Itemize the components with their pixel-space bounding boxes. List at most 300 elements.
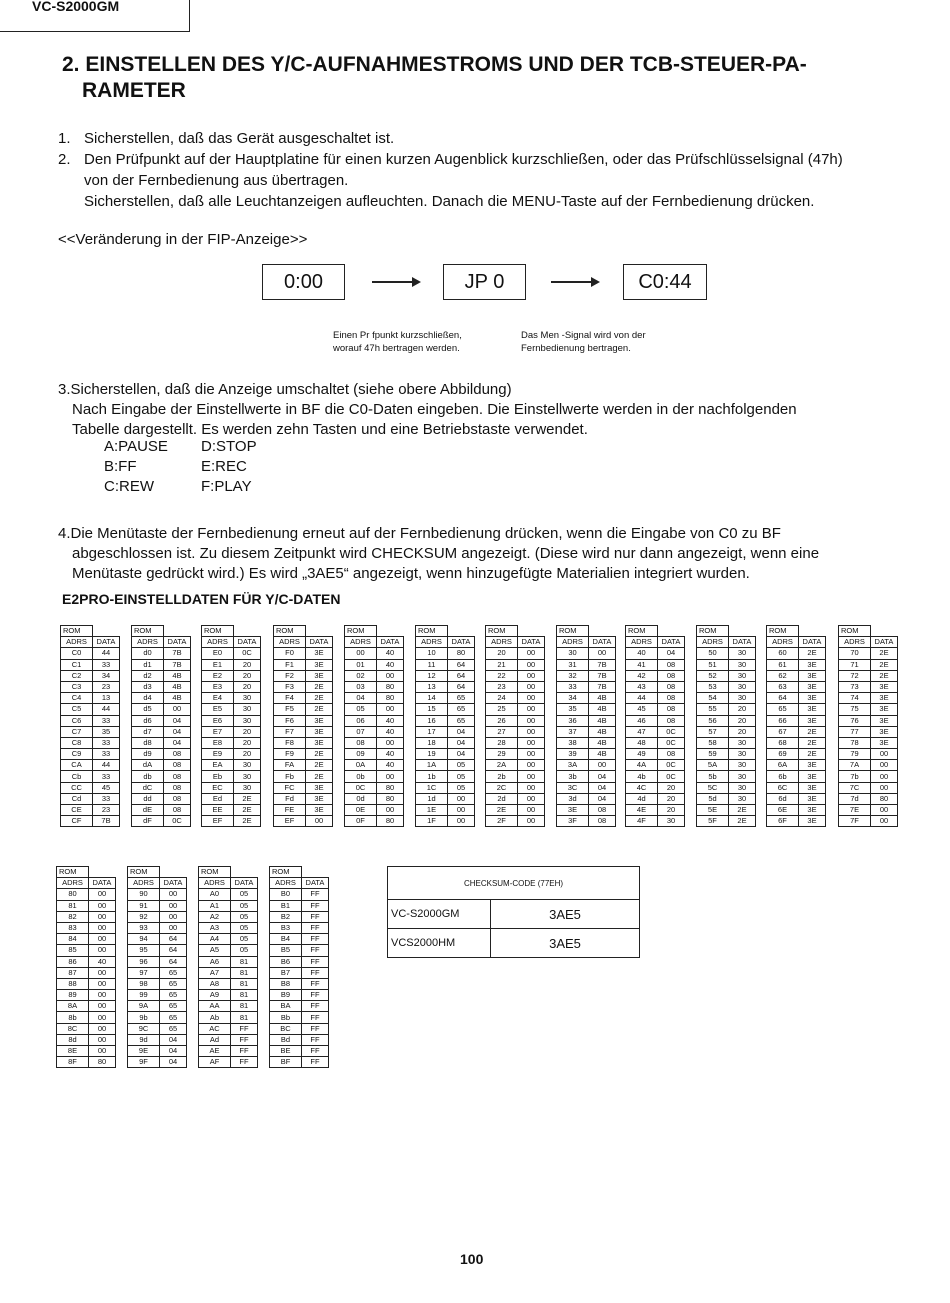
adrs-cell: E4: [202, 693, 234, 704]
adrs-cell: C1: [61, 659, 93, 670]
table-row: [697, 771, 756, 782]
table-row: [626, 793, 685, 804]
adrs-cell: 6E: [767, 805, 799, 816]
table-row: [202, 737, 261, 748]
adrs-cell: 2C: [486, 782, 518, 793]
adrs-header: ADRS: [57, 878, 89, 889]
adrs-cell: B9: [270, 990, 302, 1001]
table-row: [61, 704, 120, 715]
adrs-cell: 89: [57, 990, 89, 1001]
data-header: DATA: [729, 637, 756, 648]
adrs-header: ADRS: [697, 637, 729, 648]
adrs-cell: A2: [199, 911, 231, 922]
adrs-cell: 5A: [697, 760, 729, 771]
table-row: [697, 805, 756, 816]
table-row: [61, 793, 120, 804]
data-cell: 30: [729, 693, 756, 704]
adrs-cell: C3: [61, 681, 93, 692]
adrs-cell: A1: [199, 900, 231, 911]
rom-header-spacer: [231, 867, 258, 878]
adrs-cell: Bd: [270, 1034, 302, 1045]
data-cell: 35: [93, 726, 120, 737]
data-cell: 04: [658, 648, 685, 659]
step-text-cont: von der Fernbedienung aus übertragen.: [84, 172, 349, 189]
data-cell: 0C: [658, 771, 685, 782]
data-cell: 00: [89, 990, 116, 1001]
rom-data-table: [625, 625, 685, 827]
table-row: [697, 793, 756, 804]
table-row: [61, 670, 120, 681]
table-row: [128, 1046, 187, 1057]
table-row: [199, 911, 258, 922]
table-row: [839, 749, 898, 760]
rom-data-table: [696, 625, 756, 827]
data-cell: 33: [93, 737, 120, 748]
data-header: DATA: [589, 637, 616, 648]
table-row: [557, 693, 616, 704]
fip-note-line: worauf 47h bertragen werden.: [333, 343, 460, 354]
table-row: [270, 1001, 329, 1012]
table-row: [132, 816, 191, 827]
rom-data-table: [56, 866, 116, 1068]
adrs-cell: B6: [270, 956, 302, 967]
adrs-cell: 9F: [128, 1057, 160, 1068]
table-row: [345, 715, 404, 726]
adrs-cell: C5: [61, 704, 93, 715]
adrs-cell: d2: [132, 670, 164, 681]
adrs-cell: Fd: [274, 793, 306, 804]
table-row: [132, 704, 191, 715]
data-cell: 00: [160, 889, 187, 900]
table-row: [61, 659, 120, 670]
rom-header-label: ROM: [199, 867, 231, 878]
table-row: [767, 681, 826, 692]
data-cell: 3E: [799, 805, 826, 816]
adrs-cell: 94: [128, 934, 160, 945]
data-cell: 00: [518, 816, 545, 827]
adrs-cell: 6d: [767, 793, 799, 804]
data-cell: 4B: [164, 670, 191, 681]
adrs-cell: 05: [345, 704, 377, 715]
data-cell: FF: [302, 900, 329, 911]
data-cell: 05: [231, 900, 258, 911]
data-cell: 2E: [306, 704, 333, 715]
rom-header-label: ROM: [697, 626, 729, 637]
adrs-cell: 92: [128, 911, 160, 922]
adrs-cell: 38: [557, 737, 589, 748]
data-cell: 3E: [306, 737, 333, 748]
data-cell: 30: [729, 771, 756, 782]
adrs-cell: 74: [839, 693, 871, 704]
data-header: DATA: [518, 637, 545, 648]
rom-header-spacer: [871, 626, 898, 637]
table-row: [202, 659, 261, 670]
rom-header-label: ROM: [274, 626, 306, 637]
data-cell: 05: [231, 934, 258, 945]
table-row: [416, 782, 475, 793]
adrs-cell: 7d: [839, 793, 871, 804]
table-row: [57, 956, 116, 967]
data-cell: 40: [377, 648, 404, 659]
table-row: [270, 911, 329, 922]
table-row: [61, 737, 120, 748]
table-row: [486, 704, 545, 715]
data-cell: 44: [93, 704, 120, 715]
adrs-cell: 59: [697, 749, 729, 760]
data-cell: 80: [377, 681, 404, 692]
data-cell: 30: [729, 737, 756, 748]
data-cell: 2E: [234, 805, 261, 816]
table-row: [202, 782, 261, 793]
adrs-cell: 46: [626, 715, 658, 726]
table-row: [626, 816, 685, 827]
data-cell: 30: [729, 760, 756, 771]
data-cell: 80: [377, 693, 404, 704]
data-cell: 64: [160, 945, 187, 956]
adrs-cell: F4: [274, 693, 306, 704]
table-row: [202, 805, 261, 816]
table-row: [416, 648, 475, 659]
data-cell: 08: [589, 816, 616, 827]
adrs-cell: 76: [839, 715, 871, 726]
steps-list: [58, 128, 918, 212]
table-row: [767, 726, 826, 737]
table-row: [416, 659, 475, 670]
data-cell: 23: [93, 681, 120, 692]
data-cell: 80: [377, 782, 404, 793]
table-row: [486, 715, 545, 726]
table-row: [345, 659, 404, 670]
adrs-cell: 90: [128, 889, 160, 900]
data-cell: 33: [93, 659, 120, 670]
adrs-cell: db: [132, 771, 164, 782]
checksum-model: VCS2000HM: [388, 929, 491, 958]
table-row: [767, 704, 826, 715]
adrs-cell: 8d: [57, 1034, 89, 1045]
adrs-cell: FE: [274, 805, 306, 816]
table-row: [345, 749, 404, 760]
table-row: [61, 805, 120, 816]
data-cell: 00: [377, 737, 404, 748]
data-cell: 30: [729, 681, 756, 692]
adrs-cell: 7C: [839, 782, 871, 793]
rom-header-spacer: [302, 867, 329, 878]
data-cell: 00: [448, 816, 475, 827]
rom-header-label: ROM: [839, 626, 871, 637]
fip-note-line: Das Men -Signal wird von der: [521, 330, 646, 341]
adrs-cell: C8: [61, 737, 93, 748]
table-row: [767, 760, 826, 771]
data-header: DATA: [234, 637, 261, 648]
table-row: [697, 782, 756, 793]
data-cell: 00: [518, 670, 545, 681]
data-cell: 33: [93, 715, 120, 726]
table-row: [274, 793, 333, 804]
key-legend-row: [104, 437, 257, 457]
data-cell: 81: [231, 990, 258, 1001]
data-cell: 2E: [234, 816, 261, 827]
data-cell: 30: [234, 771, 261, 782]
table-row: [132, 726, 191, 737]
data-cell: FF: [302, 967, 329, 978]
table-row: [767, 782, 826, 793]
adrs-cell: 6b: [767, 771, 799, 782]
table-row: [626, 681, 685, 692]
table-row: [274, 737, 333, 748]
adrs-cell: 02: [345, 670, 377, 681]
e2pro-section-title: E2PRO-EINSTELLDATEN FÜR Y/C-DATEN: [62, 591, 341, 607]
adrs-cell: BA: [270, 1001, 302, 1012]
data-cell: 7B: [589, 659, 616, 670]
adrs-cell: A7: [199, 967, 231, 978]
adrs-cell: 97: [128, 967, 160, 978]
adrs-cell: 26: [486, 715, 518, 726]
table-row: [57, 1046, 116, 1057]
adrs-cell: F7: [274, 726, 306, 737]
adrs-cell: 43: [626, 681, 658, 692]
table-row: [57, 945, 116, 956]
table-row: [199, 1034, 258, 1045]
table-row: [274, 771, 333, 782]
adrs-cell: 00: [345, 648, 377, 659]
table-row: [416, 715, 475, 726]
data-cell: 00: [448, 805, 475, 816]
table-row: [839, 782, 898, 793]
table-row: [557, 737, 616, 748]
data-cell: 2E: [306, 681, 333, 692]
adrs-cell: 9b: [128, 1012, 160, 1023]
adrs-cell: 19: [416, 749, 448, 760]
table-row: [132, 670, 191, 681]
data-header: DATA: [306, 637, 333, 648]
rom-header-spacer: [93, 626, 120, 637]
data-cell: 3E: [306, 659, 333, 670]
adrs-cell: E2: [202, 670, 234, 681]
adrs-cell: E3: [202, 681, 234, 692]
data-cell: 00: [518, 760, 545, 771]
table-row: [416, 760, 475, 771]
rom-header-label: ROM: [767, 626, 799, 637]
data-cell: FF: [231, 1023, 258, 1034]
table-row: [345, 693, 404, 704]
adrs-cell: 0d: [345, 793, 377, 804]
data-cell: 30: [729, 648, 756, 659]
adrs-cell: 2A: [486, 760, 518, 771]
table-row: [61, 726, 120, 737]
table-row: [697, 693, 756, 704]
rom-header-spacer: [658, 626, 685, 637]
table-row: [274, 670, 333, 681]
data-cell: 80: [377, 793, 404, 804]
data-cell: 13: [93, 693, 120, 704]
table-row: [416, 681, 475, 692]
adrs-cell: 28: [486, 737, 518, 748]
adrs-cell: CC: [61, 782, 93, 793]
adrs-cell: A0: [199, 889, 231, 900]
table-row: [61, 681, 120, 692]
table-row: [839, 737, 898, 748]
adrs-header: ADRS: [486, 637, 518, 648]
data-cell: 3E: [799, 771, 826, 782]
table-row: [767, 670, 826, 681]
data-header: DATA: [799, 637, 826, 648]
adrs-cell: d0: [132, 648, 164, 659]
table-row: [486, 670, 545, 681]
data-cell: 04: [164, 715, 191, 726]
step-text: Sicherstellen, daß das Gerät ausgeschaltet ist.: [84, 130, 395, 147]
table-row: [839, 816, 898, 827]
adrs-cell: 35: [557, 704, 589, 715]
adrs-cell: 61: [767, 659, 799, 670]
adrs-cell: 96: [128, 956, 160, 967]
adrs-cell: 8b: [57, 1012, 89, 1023]
fip-note-line: Einen Pr fpunkt kurzschließen,: [333, 330, 462, 341]
adrs-cell: 1b: [416, 771, 448, 782]
data-header: DATA: [93, 637, 120, 648]
adrs-cell: 84: [57, 934, 89, 945]
data-cell: 81: [231, 1012, 258, 1023]
table-row: [345, 726, 404, 737]
table-row: [199, 934, 258, 945]
rom-header-spacer: [729, 626, 756, 637]
table-row: [486, 693, 545, 704]
adrs-cell: Ab: [199, 1012, 231, 1023]
rom-header-label: ROM: [345, 626, 377, 637]
data-cell: 00: [448, 793, 475, 804]
data-cell: 00: [518, 704, 545, 715]
rom-data-table: [485, 625, 545, 827]
table-row: [199, 1012, 258, 1023]
table-row: [202, 670, 261, 681]
rom-header-spacer: [306, 626, 333, 637]
section-title-line2: RAMETER: [82, 79, 186, 102]
data-cell: 00: [518, 749, 545, 760]
table-row: [697, 659, 756, 670]
adrs-cell: F5: [274, 704, 306, 715]
table-row: [202, 648, 261, 659]
data-cell: 00: [89, 900, 116, 911]
adrs-cell: 07: [345, 726, 377, 737]
data-cell: 0C: [658, 726, 685, 737]
data-cell: 04: [160, 1034, 187, 1045]
data-cell: 20: [658, 793, 685, 804]
table-row: [697, 648, 756, 659]
paragraph-line: Menütaste gedrückt wird.) Es wird „3AE5“ angezeigt, wenn hinzugefügte Materialien integriert wurden.: [72, 565, 750, 582]
table-row: [128, 978, 187, 989]
table-row: [839, 670, 898, 681]
data-cell: FF: [302, 889, 329, 900]
step-number: 1.: [58, 130, 71, 147]
table-row: [626, 704, 685, 715]
table-row: [132, 659, 191, 670]
data-cell: 00: [377, 670, 404, 681]
data-cell: 00: [871, 816, 898, 827]
table-row: [61, 816, 120, 827]
data-header: DATA: [160, 878, 187, 889]
table-row: [626, 693, 685, 704]
data-cell: 3E: [306, 726, 333, 737]
table-row: [839, 681, 898, 692]
data-cell: FF: [302, 978, 329, 989]
table-row: [202, 749, 261, 760]
adrs-cell: 9d: [128, 1034, 160, 1045]
table-row: [345, 816, 404, 827]
adrs-cell: 3E: [557, 805, 589, 816]
adrs-cell: 36: [557, 715, 589, 726]
data-cell: 3E: [799, 681, 826, 692]
data-cell: 04: [448, 726, 475, 737]
table-row: [57, 967, 116, 978]
table-row: [416, 793, 475, 804]
checksum-model: VC-S2000GM: [388, 900, 491, 929]
data-cell: 4B: [589, 715, 616, 726]
adrs-cell: 69: [767, 749, 799, 760]
step4-paragraph: [58, 524, 918, 584]
table-row: [839, 659, 898, 670]
table-row: [626, 670, 685, 681]
data-cell: 3E: [799, 816, 826, 827]
adrs-cell: EF: [202, 816, 234, 827]
table-row: [557, 726, 616, 737]
step3-paragraph: [58, 380, 918, 440]
table-row: [274, 760, 333, 771]
table-row: [270, 978, 329, 989]
data-cell: 40: [377, 760, 404, 771]
table-row: [767, 693, 826, 704]
adrs-cell: 63: [767, 681, 799, 692]
key-label: C:REW: [104, 478, 154, 495]
table-row: [61, 715, 120, 726]
adrs-cell: A4: [199, 934, 231, 945]
data-cell: 04: [589, 782, 616, 793]
data-cell: 20: [658, 805, 685, 816]
data-cell: FF: [302, 1034, 329, 1045]
table-row: [626, 715, 685, 726]
rom-data-table: [273, 625, 333, 827]
adrs-cell: C9: [61, 749, 93, 760]
data-cell: 2E: [871, 659, 898, 670]
table-row: [416, 749, 475, 760]
data-cell: 20: [729, 726, 756, 737]
step-item: [58, 128, 918, 149]
step-item: [58, 149, 918, 170]
rom-header-label: ROM: [202, 626, 234, 637]
data-cell: 00: [518, 726, 545, 737]
table-row: [557, 715, 616, 726]
data-cell: 4B: [589, 737, 616, 748]
rom-data-table: [556, 625, 616, 827]
data-cell: 64: [160, 956, 187, 967]
table-row: [61, 693, 120, 704]
adrs-cell: 03: [345, 681, 377, 692]
adrs-cell: 82: [57, 911, 89, 922]
data-cell: 65: [448, 715, 475, 726]
adrs-cell: 48: [626, 737, 658, 748]
table-row: [132, 793, 191, 804]
adrs-cell: F2: [274, 670, 306, 681]
table-row: [128, 956, 187, 967]
data-cell: 30: [658, 816, 685, 827]
adrs-cell: 21: [486, 659, 518, 670]
adrs-cell: 12: [416, 670, 448, 681]
table-row: [626, 648, 685, 659]
key-label: E:REC: [201, 458, 247, 475]
fip-display-box: C0:44: [623, 264, 707, 300]
adrs-cell: 93: [128, 922, 160, 933]
rom-header-spacer: [234, 626, 261, 637]
adrs-cell: 5E: [697, 805, 729, 816]
data-cell: 00: [871, 749, 898, 760]
